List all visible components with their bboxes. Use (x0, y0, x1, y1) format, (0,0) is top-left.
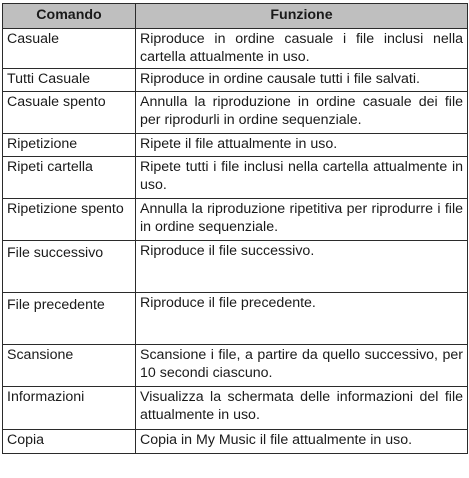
function-cell: Visualizza la schermata delle informazioni del file attualmente in uso. (136, 387, 468, 430)
table-row (3, 387, 468, 430)
command-cell: Ripeti cartella (3, 157, 136, 199)
command-cell: File precedente (3, 293, 136, 345)
table-row (3, 29, 468, 69)
table-row (3, 430, 468, 454)
function-cell: Annulla la riproduzione in ordine casuale dei file per riprodurli in ordine sequenziale. (136, 92, 468, 134)
command-cell: Tutti Casuale (3, 69, 136, 92)
table-row (3, 134, 468, 157)
header-function: Funzione (136, 4, 468, 29)
table-header-row (3, 4, 468, 29)
function-cell: Riproduce in ordine causale tutti i file salvati. (136, 69, 468, 92)
command-table (2, 3, 468, 454)
table-row (3, 69, 468, 92)
command-cell: Ripetizione spento (3, 199, 136, 241)
function-cell: Riproduce in ordine casuale i file inclusi nella cartella attualmente in uso. (136, 29, 468, 69)
command-cell: Informazioni (3, 387, 136, 430)
table-row (3, 241, 468, 293)
header-command: Comando (3, 4, 136, 29)
table-row (3, 92, 468, 134)
table-row (3, 199, 468, 241)
command-cell: Scansione (3, 345, 136, 387)
table-row (3, 157, 468, 199)
command-cell: File successivo (3, 241, 136, 293)
function-cell: Ripete tutti i file inclusi nella cartella attualmente in uso. (136, 157, 468, 199)
command-cell: Casuale (3, 29, 136, 69)
table-row (3, 293, 468, 345)
function-cell: Scansione i file, a partire da quello successivo, per 10 secondi ciascuno. (136, 345, 468, 387)
table-row (3, 345, 468, 387)
command-cell: Copia (3, 430, 136, 454)
function-cell: Riproduce il file successivo. (136, 241, 468, 293)
command-cell: Casuale spento (3, 92, 136, 134)
command-cell: Ripetizione (3, 134, 136, 157)
function-cell: Annulla la riproduzione ripetitiva per riprodurre i file in ordine sequenziale. (136, 199, 468, 241)
function-cell: Riproduce il file precedente. (136, 293, 468, 345)
function-cell: Ripete il file attualmente in uso. (136, 134, 468, 157)
function-cell: Copia in My Music il file attualmente in uso. (136, 430, 468, 454)
